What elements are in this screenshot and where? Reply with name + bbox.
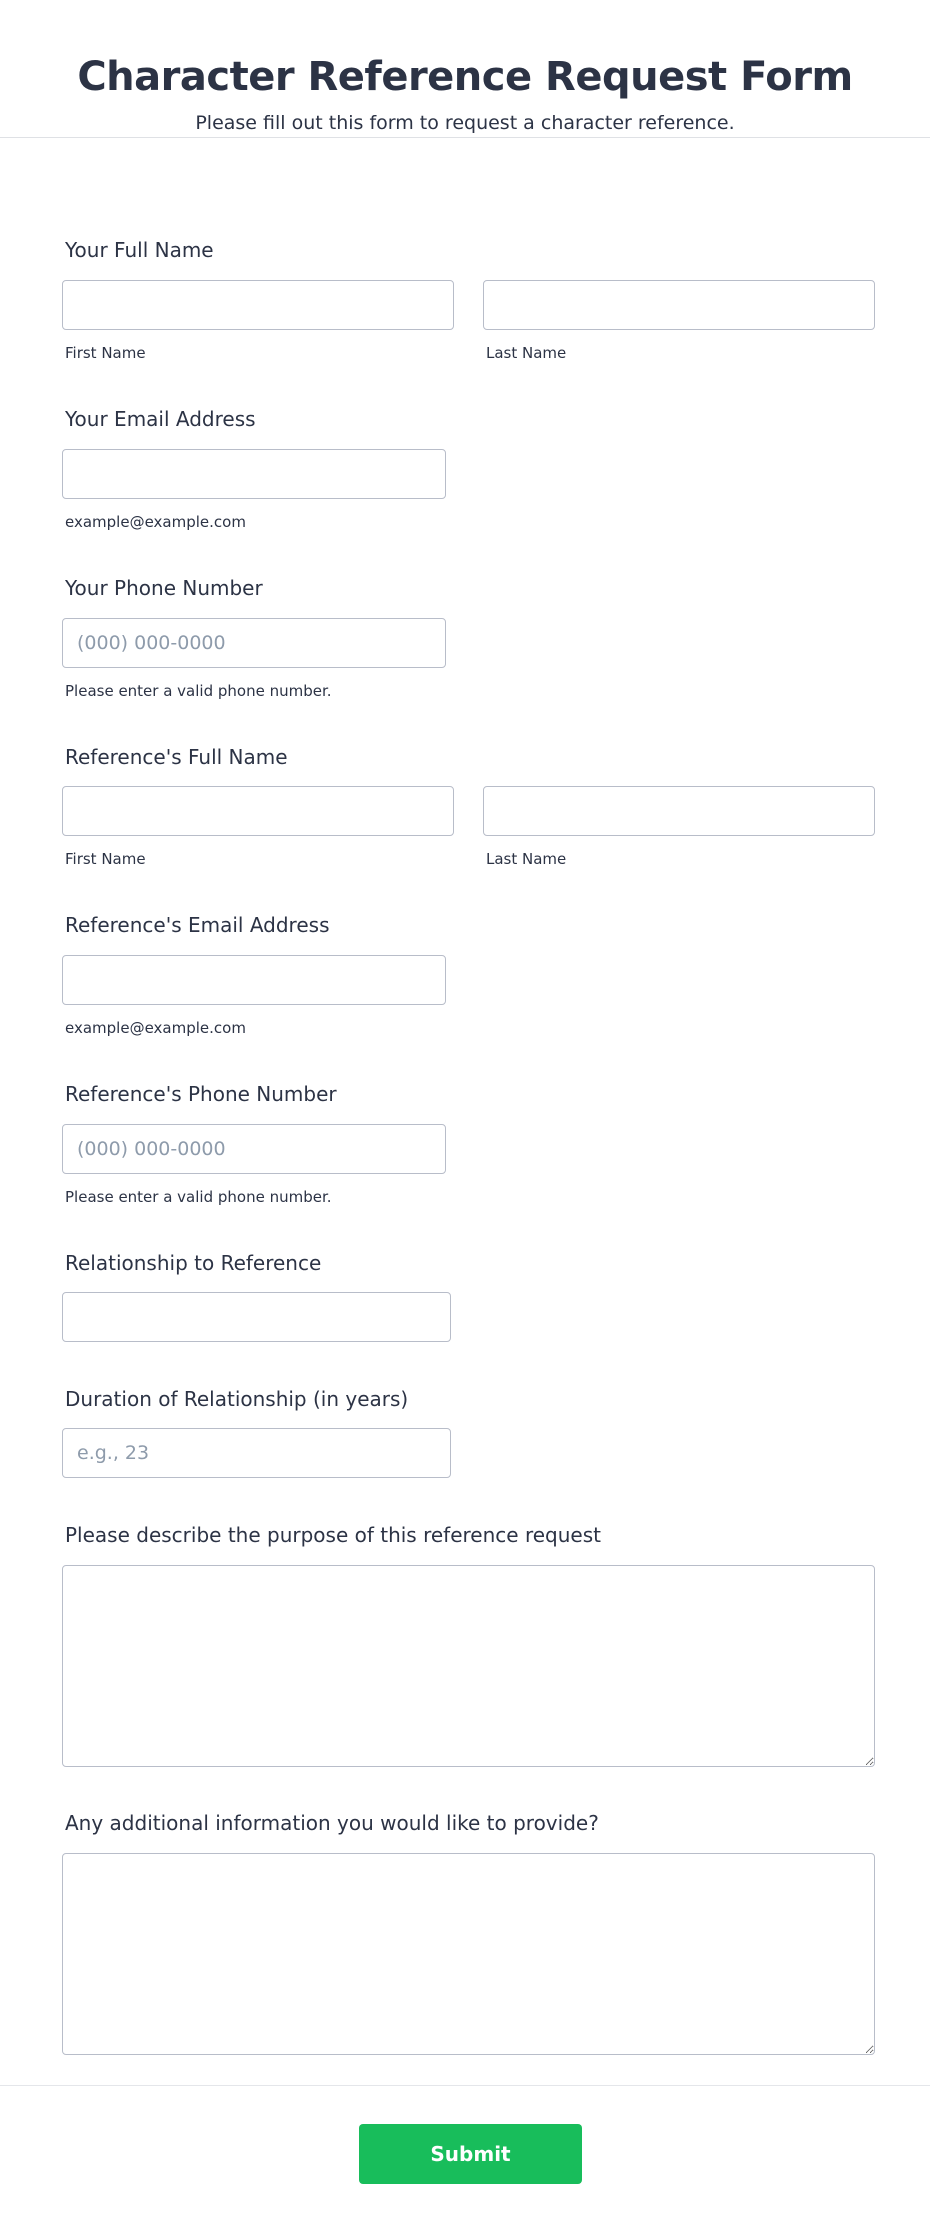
ref-name-label: Reference's Full Name (65, 745, 288, 769)
your-last-name-input[interactable] (483, 280, 875, 330)
duration-input[interactable] (62, 1428, 451, 1478)
form-subtitle: Please fill out this form to request a character reference. (195, 112, 735, 134)
ref-email-label: Reference's Email Address (65, 913, 330, 937)
your-phone-label: Your Phone Number (65, 576, 263, 600)
submit-button[interactable]: Submit (359, 2124, 582, 2184)
your-phone-sublabel: Please enter a valid phone number. (65, 682, 332, 700)
form-title: Character Reference Request Form (77, 54, 853, 100)
purpose-textarea[interactable] (62, 1565, 875, 1767)
ref-phone-label: Reference's Phone Number (65, 1082, 337, 1106)
additional-info-textarea[interactable] (62, 1853, 875, 2055)
form-header (0, 0, 930, 137)
your-email-label: Your Email Address (65, 407, 256, 431)
ref-last-name-sublabel: Last Name (486, 850, 567, 868)
ref-phone-sublabel: Please enter a valid phone number. (65, 1188, 332, 1206)
ref-first-name-sublabel: First Name (65, 850, 146, 868)
your-email-sublabel: example@example.com (65, 513, 246, 531)
ref-email-input[interactable] (62, 955, 446, 1005)
your-last-name-sublabel: Last Name (486, 344, 567, 362)
header-divider (0, 137, 930, 138)
your-email-input[interactable] (62, 449, 446, 499)
your-first-name-sublabel: First Name (65, 344, 146, 362)
ref-phone-input[interactable] (62, 1124, 446, 1174)
your-name-label: Your Full Name (65, 238, 214, 262)
additional-info-label: Any additional information you would like to provide? (65, 1811, 599, 1835)
footer-divider (0, 2085, 930, 2086)
purpose-label: Please describe the purpose of this reference request (65, 1523, 601, 1547)
ref-last-name-input[interactable] (483, 786, 875, 836)
relationship-input[interactable] (62, 1292, 451, 1342)
ref-email-sublabel: example@example.com (65, 1019, 246, 1037)
your-first-name-input[interactable] (62, 280, 454, 330)
your-phone-input[interactable] (62, 618, 446, 668)
relationship-label: Relationship to Reference (65, 1251, 322, 1275)
duration-label: Duration of Relationship (in years) (65, 1387, 409, 1411)
ref-first-name-input[interactable] (62, 786, 454, 836)
